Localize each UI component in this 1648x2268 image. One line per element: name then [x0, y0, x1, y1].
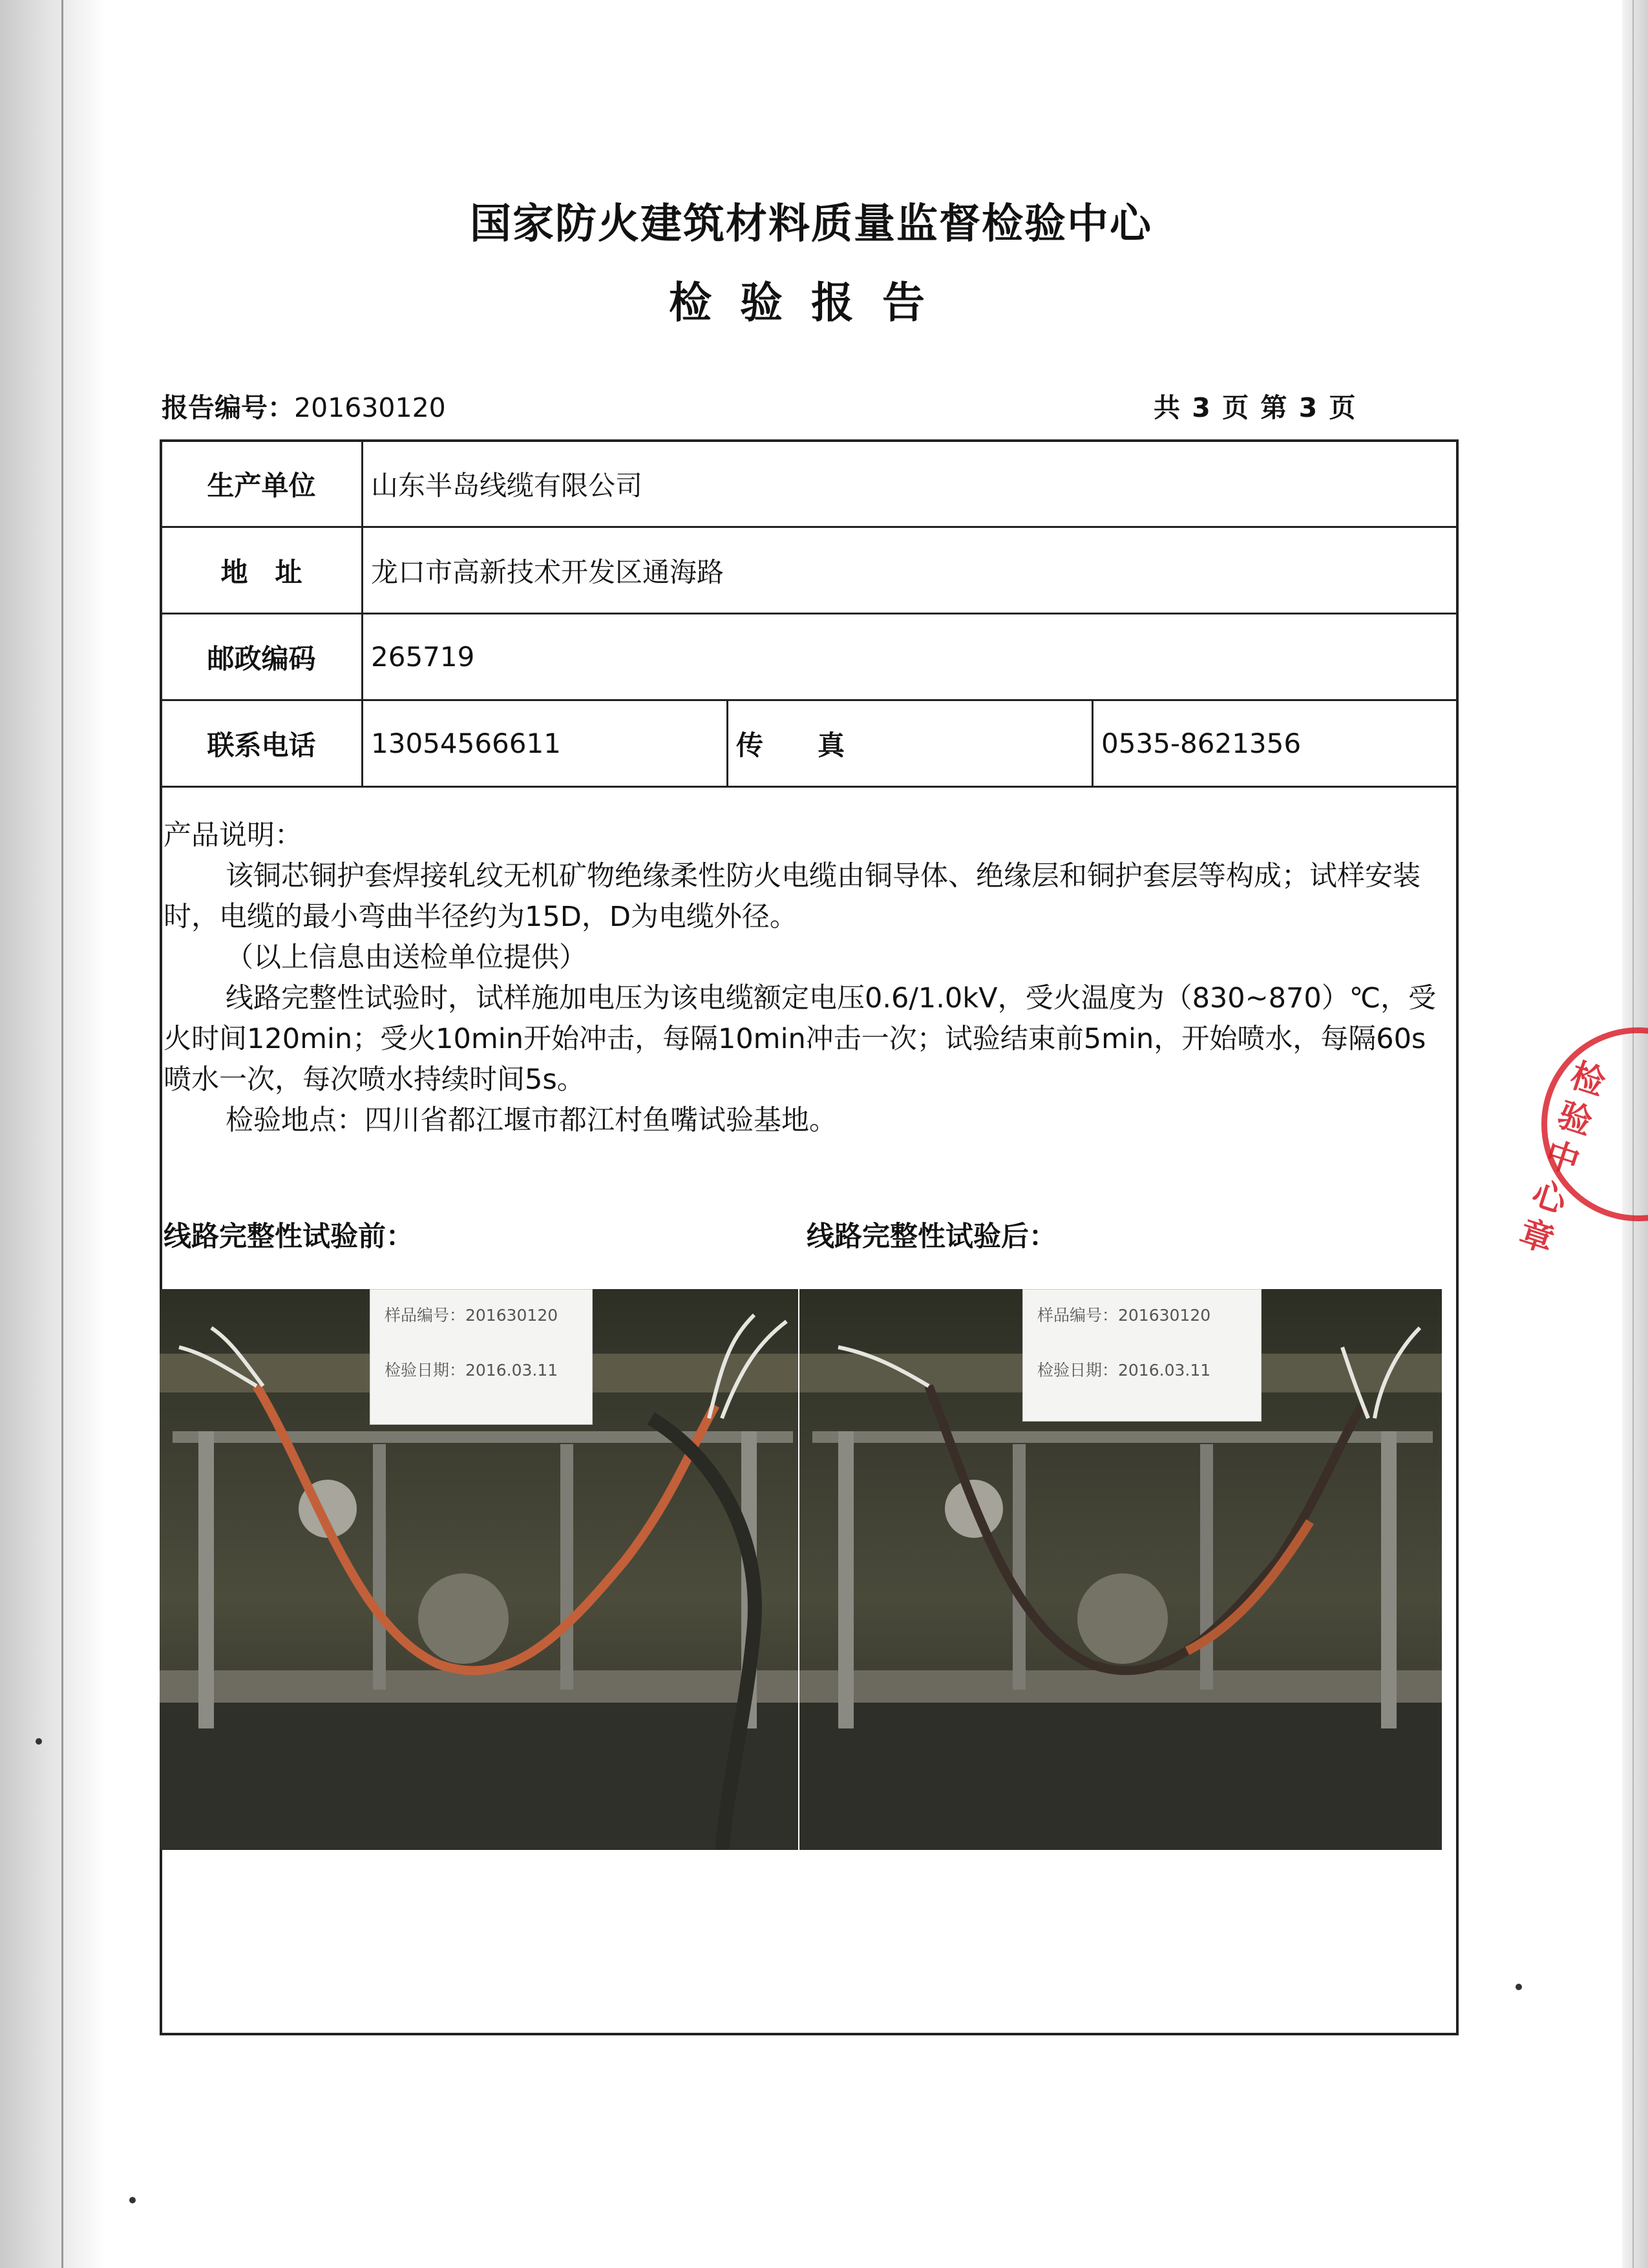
- scan-dot: [1516, 1984, 1522, 1990]
- product-description: [164, 815, 1453, 1141]
- report-number: [162, 386, 446, 425]
- sample-card-date: 检验日期：2016.03.11: [1037, 1361, 1211, 1380]
- address-value: 龙口市高新技术开发区通海路: [363, 527, 1458, 614]
- producer-label: 生产单位: [161, 441, 363, 527]
- scan-edge-left: [0, 0, 107, 2268]
- info-table: [160, 439, 1459, 788]
- table-row: [161, 700, 1458, 787]
- postcode-label: 邮政编码: [161, 614, 363, 700]
- phone-label: 联系电话: [161, 700, 363, 787]
- description-paragraph-1: 该铜芯铜护套焊接轧纹无机矿物绝缘柔性防火电缆由铜导体、绝缘层和铜护套层等构成；试样安装时，电缆的最小弯曲半径约为15D，D为电缆外径。: [164, 860, 1421, 933]
- address-label: 地 址: [161, 527, 363, 614]
- description-paragraph-4: 检验地点：四川省都江堰市都江村鱼嘴试验基地。: [226, 1104, 837, 1137]
- org-title: 国家防火建筑材料质量监督检验中心: [470, 200, 1152, 248]
- sample-card-before: [370, 1289, 593, 1425]
- report-number-value: 201630120: [294, 392, 446, 423]
- official-stamp-text: 检验中心章: [1514, 1056, 1611, 1261]
- table-row: [161, 527, 1458, 614]
- fax-value: 0535-8621356: [1093, 700, 1458, 787]
- photo-after-test: [799, 1289, 1442, 1850]
- report-number-label: 报告编号：: [162, 392, 294, 423]
- table-row: [161, 441, 1458, 527]
- description-paragraph-3: 线路完整性试验时，试样施加电压为该电缆额定电压0.6/1.0kV，受火温度为（830~870）℃，受火时间120min；受火10min开始冲击，每隔10min冲击一次；试验结束前5min，开始喷水，每隔60s喷水一次，每次喷水持续时间5s。: [164, 982, 1437, 1096]
- table-row: [161, 614, 1458, 700]
- sample-card-number: 样品编号：201630120: [1037, 1306, 1211, 1325]
- postcode-value: 265719: [363, 614, 1458, 700]
- scan-dot: [36, 1738, 42, 1745]
- scan-dot: [129, 2197, 136, 2203]
- description-heading: 产品说明：: [164, 819, 302, 852]
- scan-edge-line: [61, 0, 63, 2268]
- sample-card-date: 检验日期：2016.03.11: [385, 1361, 558, 1380]
- phone-value: 13054566611: [363, 700, 728, 787]
- photo-label-after: 线路完整性试验后：: [807, 1221, 1057, 1253]
- photo-before-test: [160, 1289, 798, 1850]
- producer-value: 山东半岛线缆有限公司: [363, 441, 1458, 527]
- fax-label: 传 真: [728, 700, 1093, 787]
- sample-card-after: [1022, 1289, 1262, 1422]
- description-paragraph-2: （以上信息由送检单位提供）: [226, 941, 587, 974]
- photo-label-before: 线路完整性试验前：: [164, 1221, 414, 1253]
- page-info: 共 3 页 第 3 页: [1154, 392, 1357, 423]
- sample-card-number: 样品编号：201630120: [385, 1306, 558, 1325]
- doc-title: 检验报告: [669, 278, 953, 328]
